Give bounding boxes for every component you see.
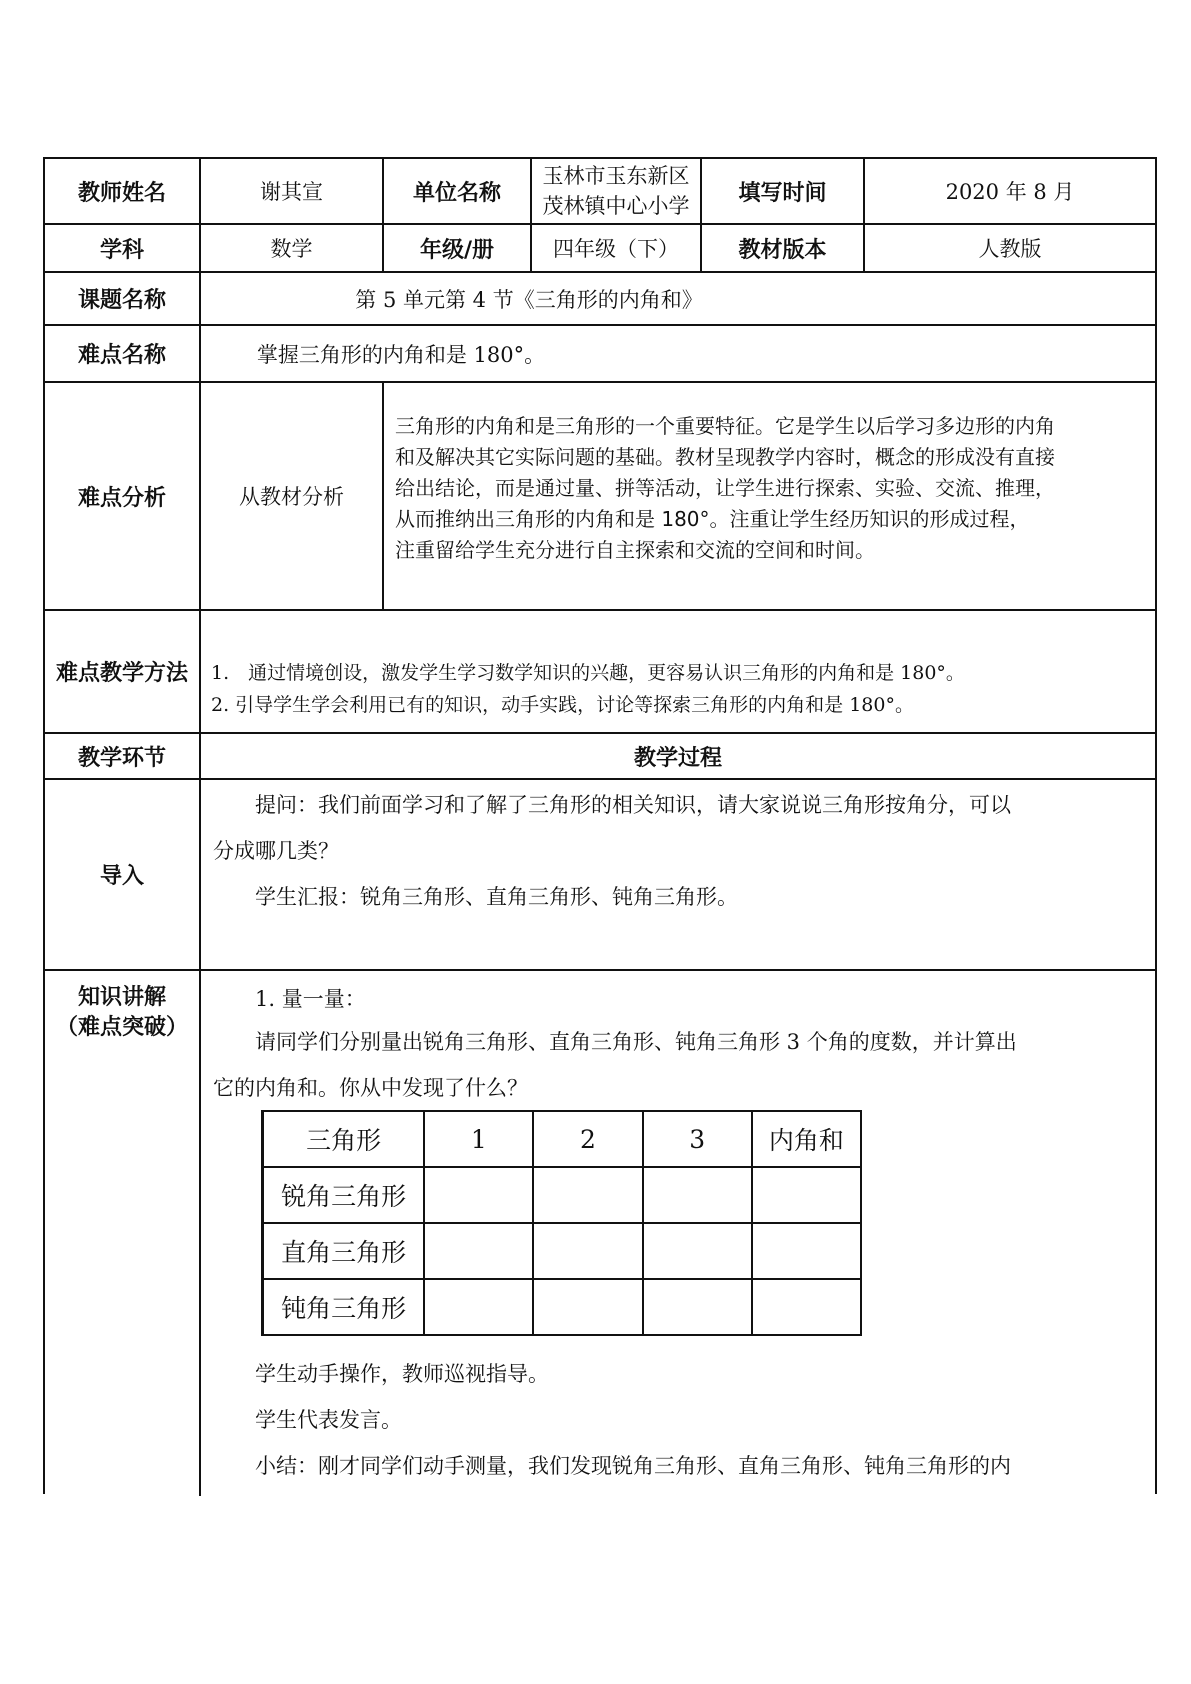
edition-value: 人教版	[978, 237, 1042, 261]
difficulty-value: 掌握三角形的内角和是 180°。	[256, 342, 546, 367]
table-header-cell: 三角形	[263, 1111, 425, 1167]
stage-header: 教学环节	[77, 745, 166, 771]
intro-line: 学生汇报：锐角三角形、直角三角形、钝角三角形。	[255, 885, 738, 909]
topic-label: 课题名称	[77, 288, 166, 313]
table-row	[263, 1223, 862, 1279]
intro-line: 分成哪几类？	[213, 839, 339, 863]
followup-line: 学生动手操作，教师巡视指导。	[255, 1362, 549, 1386]
table-header-cell: 内角和	[752, 1111, 861, 1167]
grade-label: 年级/册	[419, 237, 495, 263]
unit-name-line2: 茂林镇中心小学	[542, 194, 690, 218]
topic-value: 第 5 单元第 4 节《三角形的内角和》	[355, 287, 703, 312]
instruction-line: 请同学们分别量出锐角三角形、直角三角形、钝角三角形 3 个角的度数，并计算出	[255, 1030, 1017, 1054]
methods-label: 难点教学方法	[55, 661, 188, 686]
intro-text	[213, 782, 1153, 920]
table-cell	[752, 1223, 861, 1279]
grade-value: 四年级（下）	[553, 237, 679, 261]
row-divider	[45, 609, 1155, 611]
knowledge-label-line1: 知识讲解	[77, 985, 166, 1010]
process-header: 教学过程	[633, 745, 722, 771]
table-row-label: 锐角三角形	[263, 1167, 425, 1223]
difficulty-label: 难点名称	[77, 343, 166, 368]
table-cell	[424, 1167, 533, 1223]
subject-value: 数学	[270, 237, 313, 261]
analysis-line: 三角形的内角和是三角形的一个重要特征。它是学生以后学习多边形的内角	[395, 414, 1055, 438]
instruction-line: 它的内角和。你从中发现了什么？	[213, 1076, 528, 1100]
unit-name-label: 单位名称	[412, 180, 501, 206]
teacher-name-label: 教师姓名	[77, 180, 166, 206]
table-cell	[752, 1279, 861, 1335]
fill-date-label: 填写时间	[738, 180, 827, 206]
analysis-line: 给出结论，而是通过量、拼等活动，让学生进行探索、实验、交流、推理，	[395, 476, 1055, 500]
table-header-cell: 1	[424, 1111, 533, 1167]
knowledge-label-line2: （难点突破）	[55, 1015, 188, 1040]
table-cell	[424, 1223, 533, 1279]
table-cell	[643, 1223, 752, 1279]
unit-name-line1: 玉林市玉东新区	[542, 164, 690, 188]
table-cell	[752, 1167, 861, 1223]
knowledge-followup	[213, 1351, 1153, 1489]
edition-label: 教材版本	[738, 237, 827, 263]
table-cell	[533, 1279, 642, 1335]
followup-line: 学生代表发言。	[255, 1408, 402, 1432]
table-row-label: 直角三角形	[263, 1223, 425, 1279]
fill-date-value: 2020 年 8 月	[945, 180, 1075, 204]
row-divider	[45, 778, 1155, 780]
row-divider	[45, 969, 1155, 971]
methods-list	[211, 657, 1151, 721]
table-cell	[533, 1167, 642, 1223]
table-header-row	[263, 1111, 862, 1167]
intro-label: 导入	[99, 864, 144, 889]
table-row-label: 钝角三角形	[263, 1279, 425, 1335]
summary-line: 小结：刚才同学们动手测量，我们发现锐角三角形、直角三角形、钝角三角形的内	[255, 1454, 1011, 1478]
column-divider	[382, 381, 384, 609]
methods-item: 1. 通过情境创设，激发学生学习数学知识的兴趣，更容易认识三角形的内角和是 180°。	[211, 662, 965, 684]
lesson-plan-table	[43, 157, 1157, 1494]
table-row	[263, 1167, 862, 1223]
table-cell	[643, 1167, 752, 1223]
angle-measure-table	[261, 1110, 862, 1336]
table-header-cell: 2	[533, 1111, 642, 1167]
analysis-line: 从而推纳出三角形的内角和是 180°。注重让学生经历知识的形成过程，	[395, 507, 1030, 531]
unit-name-value	[532, 159, 700, 223]
methods-item: 2. 引导学生学会利用已有的知识，动手实践，讨论等探索三角形的内角和是 180°。	[211, 694, 914, 716]
knowledge-label	[45, 983, 199, 1043]
table-header-cell: 3	[643, 1111, 752, 1167]
step-title: 1. 量一量：	[255, 987, 366, 1011]
analysis-sub-label: 从教材分析	[239, 485, 344, 509]
table-row	[263, 1279, 862, 1335]
table-cell	[643, 1279, 752, 1335]
table-cell	[424, 1279, 533, 1335]
analysis-label: 难点分析	[77, 485, 166, 511]
analysis-line: 和及解决其它实际问题的基础。教材呈现教学内容时，概念的形成没有直接	[395, 445, 1055, 469]
teacher-name-value: 谢其宣	[260, 180, 323, 204]
analysis-line: 注重留给学生充分进行自主探索和交流的空间和时间。	[395, 538, 875, 562]
subject-label: 学科	[99, 237, 144, 263]
table-cell	[533, 1223, 642, 1279]
intro-line: 提问：我们前面学习和了解了三角形的相关知识，请大家说说三角形按角分，可以	[255, 793, 1011, 817]
analysis-text	[395, 411, 1155, 566]
knowledge-text	[213, 979, 1153, 1111]
